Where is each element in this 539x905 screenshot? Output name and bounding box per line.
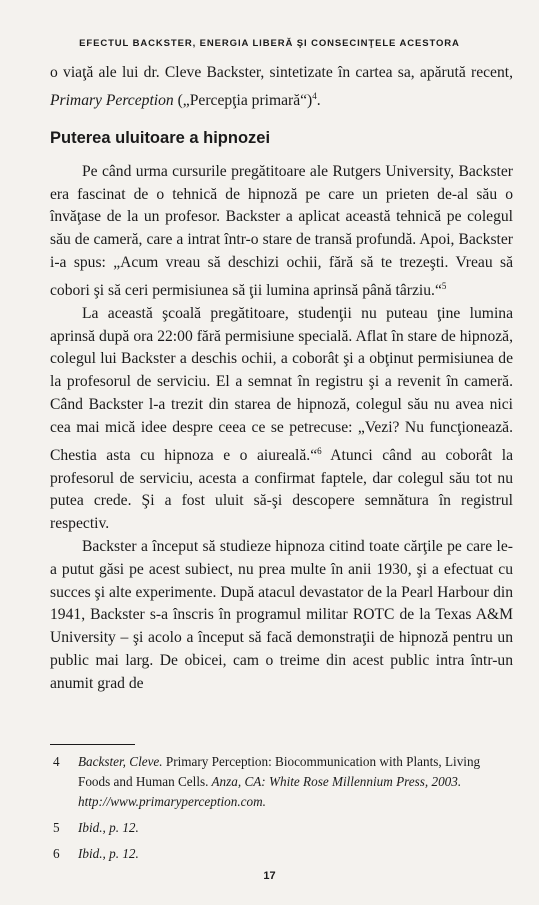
footnote-text: Ibid., p. 12.: [78, 846, 139, 861]
paragraph: [50, 161, 513, 303]
book-title: Primary Perception: [50, 91, 174, 109]
section-heading: Puterea uluitoare a hipnozei: [50, 128, 271, 147]
footnote-ref: 5: [441, 280, 447, 291]
footnotes: [50, 752, 513, 870]
footnote-title: Primary Perception: Biocommunication with Plants, Living Foods and Human Cells.: [78, 754, 481, 789]
footnote: [50, 752, 513, 812]
footnote-author: Backster, Cleve.: [78, 754, 163, 769]
footnote-publisher: Anza, CA: White Rose Millennium Press, 2003. http://www.primaryperception.com.: [78, 774, 462, 809]
footnote-ref: 4: [312, 90, 317, 101]
intro-text: o viaţă ale lui dr. Cleve Backster, sintetizate în cartea sa, apărută recent,: [50, 64, 513, 81]
footnote-text: [78, 752, 513, 812]
intro-after: („Percepţia primară“): [173, 91, 313, 109]
footnote-text: Ibid., p. 12.: [78, 820, 139, 835]
intro-paragraph: [50, 62, 513, 113]
paragraph-text: Atunci când au coborât la profesorul de serviciu, acesta a confirmat faptele, dar colegul său tot nu putea crede. Şi a fost uluit să-şi descopere semnătura în registrul respectiv.: [50, 446, 513, 533]
body-text: [50, 62, 513, 695]
paragraph: Backster a început să studieze hipnoza citind toate cărţile pe care le-a putut găsi pe acest subiect, nu prea multe în anii 1930, şi a efectuat cu succes şi alte experimente. După atacul devastator de la Pearl Harbour din 1941, Backster s-a înscris în programul militar ROTC de la Texas A&M University – şi acolo a început să facă demonstraţii de hipnoză pentru un public mai larg. De obicei, cam o treime din acest public intra într-un anumit grad de: [50, 537, 513, 692]
footnote: [50, 818, 513, 838]
footnote-number: 4: [53, 754, 60, 769]
paragraph: [50, 303, 513, 536]
intro-end: .: [316, 91, 321, 109]
footnote-number: 6: [53, 846, 60, 861]
footnote: [50, 844, 513, 864]
footnote-divider: [50, 744, 135, 745]
paragraph-text: La această şcoală pregătitoare, studenţii nu puteau ţine lumina aprinsă după ora 22:00 fără permisiune specială. Aflat în stare de hipnoză, colegul lui Backster a deschis ochii, a coborât şi a obţinut permisiunea de la profesorul de serviciu. El a semnat în registru şi a revenit în cameră. Când Backster l-a trezit din starea de hipnoză, colegul său nu avea nici cea mai mică idee despre ceea ce se petrecuse: „Vezi? Nu funcţionează. Chestia asta cu hipnoza e o aiureală.“: [50, 304, 513, 464]
paragraph-text: Pe când urma cursurile pregătitoare ale Rutgers University, Backster era fascinat de o tehnică de hipnoză pe care un prieten de-al său o învăţase de la un profesor. Backster a aplicat această tehnică pe colegul său de cameră, care a intrat într-o stare de transă profundă. Apoi, Backster i-a spus: „Acum vreau să deschizi ochii, fără să te trezeşti. Vreau să cobori şi să ceri permisiunea să ţii lumina aprinsă până târziu.“: [50, 162, 513, 299]
page-number: 17: [263, 870, 276, 882]
running-header: EFECTUL BACKSTER, ENERGIA LIBERĂ ŞI CONSECINŢELE ACESTORA: [79, 38, 460, 49]
footnote-number: 5: [53, 820, 60, 835]
footnote-ref: 6: [317, 445, 322, 456]
